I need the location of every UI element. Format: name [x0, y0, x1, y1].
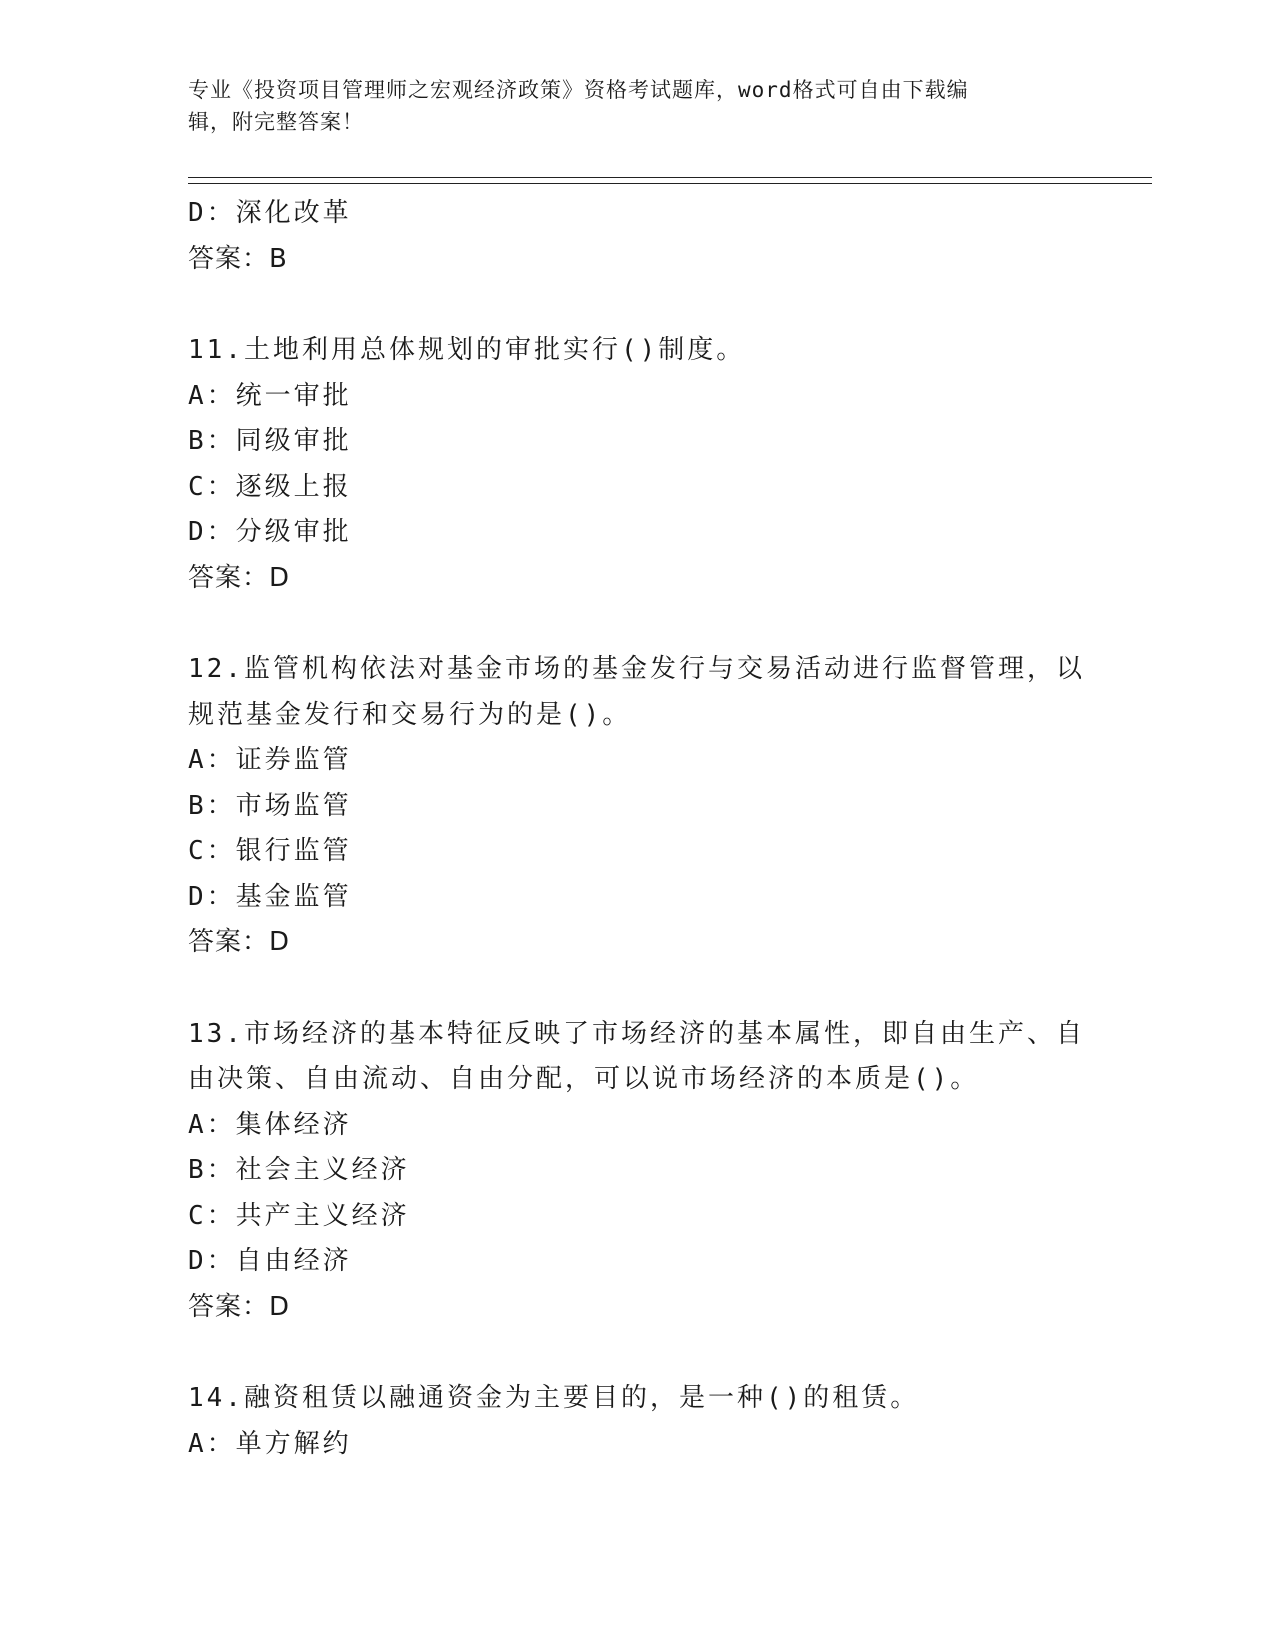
question-stem-continued: 由决策、自由流动、自由分配，可以说市场经济的本质是()。	[188, 1064, 980, 1094]
option-d: D：深化改革	[188, 198, 352, 228]
option-c: C：银行监管	[188, 836, 352, 866]
answer-line: 答案：B	[188, 243, 288, 274]
option-c: C：逐级上报	[188, 471, 352, 502]
option-b: B：市场监管	[188, 790, 352, 821]
question-13	[188, 1012, 1088, 1331]
document-header	[188, 74, 1068, 138]
header-divider-top	[188, 177, 1152, 178]
answer-line: 答案：D	[188, 562, 291, 593]
question-stem-continued: 规范基金发行和交易行为的是()。	[188, 699, 632, 730]
option-a: A：单方解约	[188, 1428, 352, 1459]
question-stem: 13.市场经济的基本特征反映了市场经济的基本属性，即自由生产、自	[188, 1018, 1085, 1049]
header-divider-bottom	[188, 183, 1152, 184]
question-stem: 14.融资租赁以融通资金为主要目的，是一种()的租赁。	[188, 1383, 920, 1413]
question-14	[188, 1376, 1088, 1467]
option-a: A：集体经济	[188, 1109, 352, 1140]
question-stem: 12.监管机构依法对基金市场的基金发行与交易活动进行监督管理，以	[188, 654, 1085, 684]
previous-question-tail	[188, 191, 1088, 282]
question-list	[188, 191, 1088, 1467]
header-line-1: 专业《投资项目管理师之宏观经济政策》资格考试题库，word格式可自由下载编	[188, 78, 969, 102]
option-d: D：分级审批	[188, 517, 352, 547]
option-b: B：社会主义经济	[188, 1155, 410, 1185]
header-line-2: 辑，附完整答案！	[188, 110, 364, 134]
answer-line: 答案：D	[188, 1291, 291, 1322]
option-b: B：同级审批	[188, 426, 352, 456]
option-c: C：共产主义经济	[188, 1200, 410, 1231]
option-d: D：自由经济	[188, 1246, 352, 1276]
question-11	[188, 328, 1088, 601]
question-12	[188, 647, 1088, 966]
option-d: D：基金监管	[188, 881, 352, 912]
option-a: A：证券监管	[188, 745, 352, 775]
answer-line: 答案：D	[188, 927, 291, 957]
option-a: A：统一审批	[188, 380, 352, 411]
question-stem: 11.土地利用总体规划的审批实行()制度。	[188, 335, 746, 365]
